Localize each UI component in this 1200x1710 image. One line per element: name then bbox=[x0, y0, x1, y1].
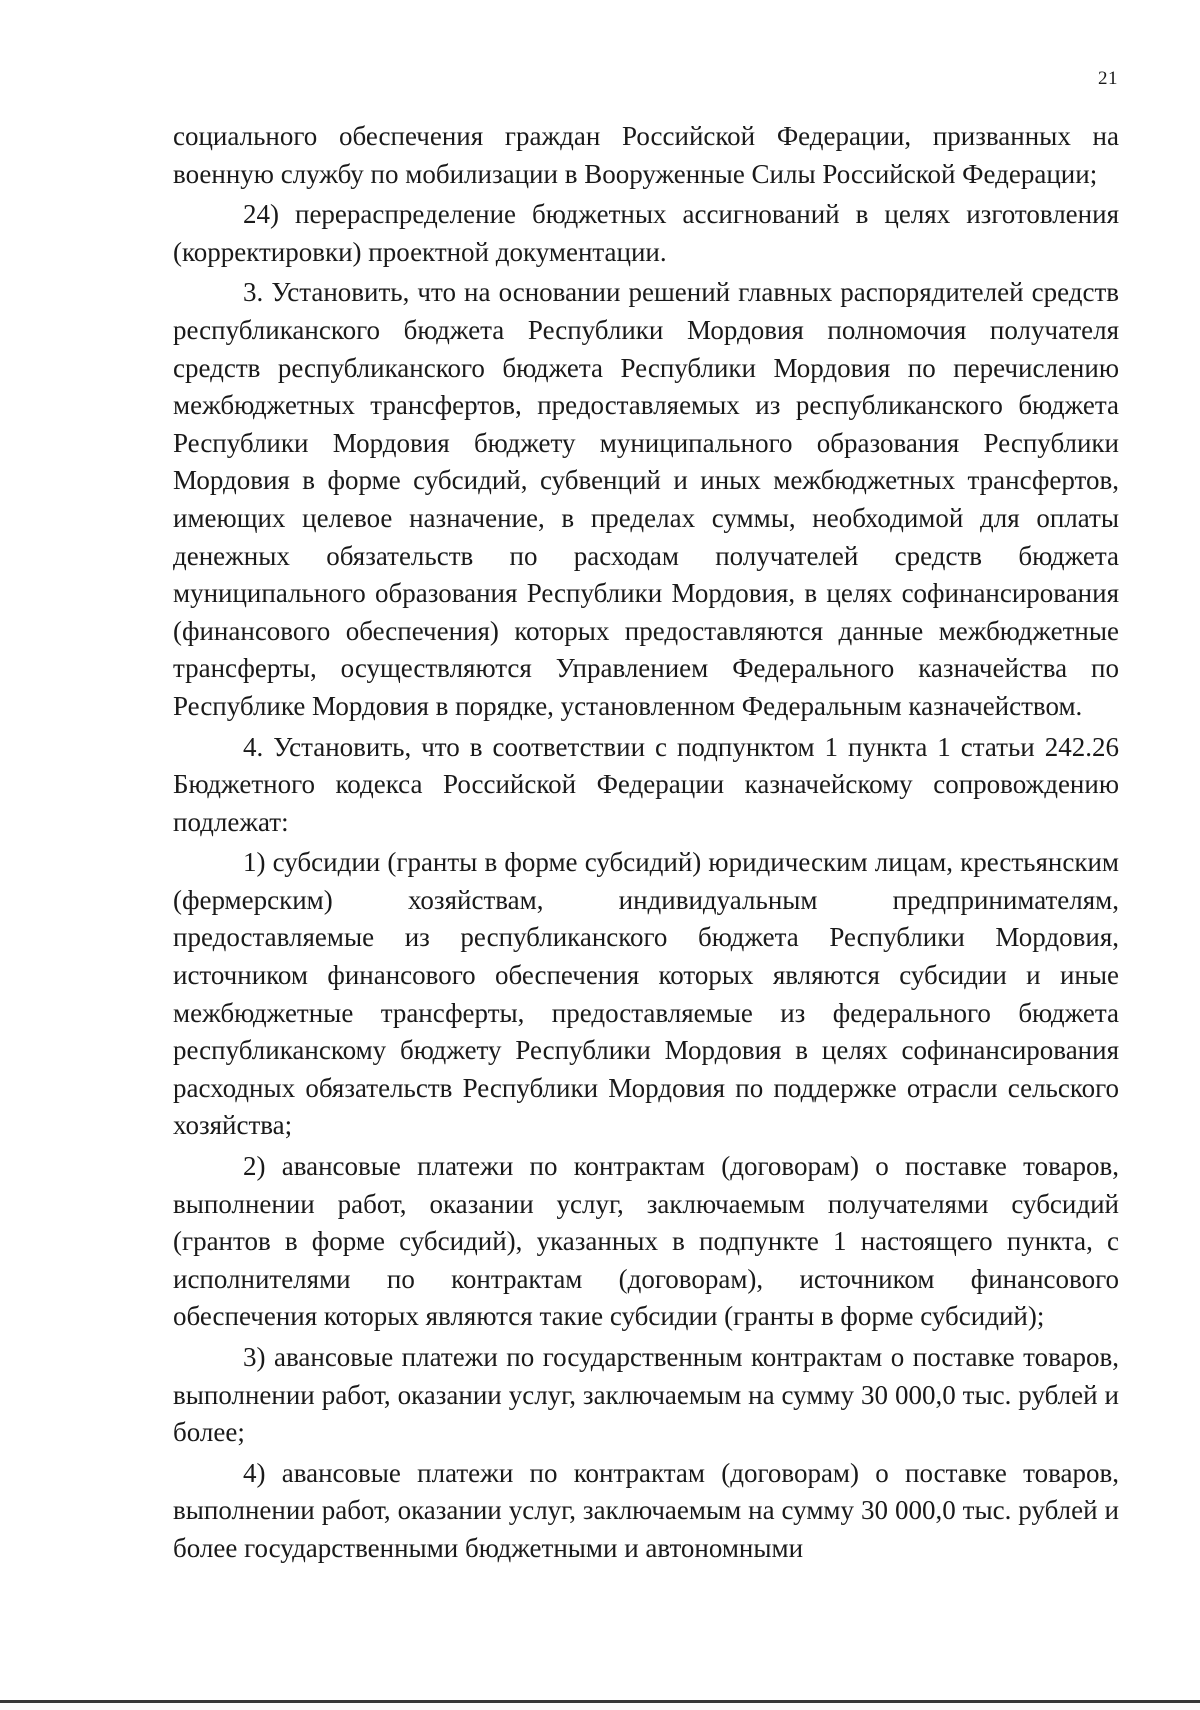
paragraph-subitem-4: 4) авансовые платежи по контрактам (договорам) о поставке товаров, выполнении работ, оказании услуг, заключаемым на сумму 30 000,0 тыс. рублей и более государственными бюджетными и автономными bbox=[173, 1457, 1119, 1563]
scan-bottom-edge bbox=[0, 1700, 1200, 1703]
paragraph-subitem-2: 2) авансовые платежи по контрактам (договорам) о поставке товаров, выполнении работ, оказании услуг, заключаемым получателями субсидий (грантов в форме субсидий), указанных в подпункте 1 настоящего пункта, с исполнителями по контрактам (договорам), источником финансового обеспечения которых являются такие субсидии (гранты в форме субсидий); bbox=[173, 1151, 1119, 1332]
paragraph-clause-4: 4. Установить, что в соответствии с подпунктом 1 пункта 1 статьи 242.26 Бюджетного кодекса Российской Федерации казначейскому сопровождению подлежат: bbox=[173, 731, 1119, 837]
page-number: 21 bbox=[1098, 68, 1118, 89]
document-body bbox=[173, 118, 1119, 1571]
paragraph-item-24: 24) перераспределение бюджетных ассигнований в целях изготовления (корректировки) проектной документации. bbox=[173, 199, 1119, 267]
paragraph-continuation: социального обеспечения граждан Российской Федерации, призванных на военную службу по мобилизации в Вооруженные Силы Российской Федерации; bbox=[173, 121, 1119, 189]
paragraph-clause-3: 3. Установить, что на основании решений главных распорядителей средств республиканского бюджета Республики Мордовия полномочия получателя средств республиканского бюджета Республики Мордовия по перечислению межбюджетных трансфертов, предоставляемых из республиканского бюджета Республики Мордовия бюджету муниципального образования Республики Мордовия в форме субсидий, субвенций и иных межбюджетных трансфертов, имеющих целевое назначение, в пределах суммы, необходимой для оплаты денежных обязательств по расходам получателей средств бюджета муниципального образования Республики Мордовия, в целях софинансирования (финансового обеспечения) которых предоставляются данные межбюджетные трансферты, осуществляются Управлением Федерального казначейства по Республике Мордовия в порядке, установленном Федеральным казначейством. bbox=[173, 277, 1119, 721]
paragraph-subitem-1: 1) субсидии (гранты в форме субсидий) юридическим лицам, крестьянским (фермерским) хозяйствам, индивидуальным предпринимателям, предоставляемые из республиканского бюджета Республики Мордовия, источником финансового обеспечения которых являются субсидии и иные межбюджетные трансферты, предоставляемые из федерального бюджета республиканскому бюджету Республики Мордовия в целях софинансирования расходных обязательств Республики Мордовия по поддержке отрасли сельского хозяйства; bbox=[173, 847, 1119, 1141]
paragraph-subitem-3: 3) авансовые платежи по государственным контрактам о поставке товаров, выполнении работ, оказании услуг, заключаемым на сумму 30 000,0 тыс. рублей и более; bbox=[173, 1342, 1119, 1448]
